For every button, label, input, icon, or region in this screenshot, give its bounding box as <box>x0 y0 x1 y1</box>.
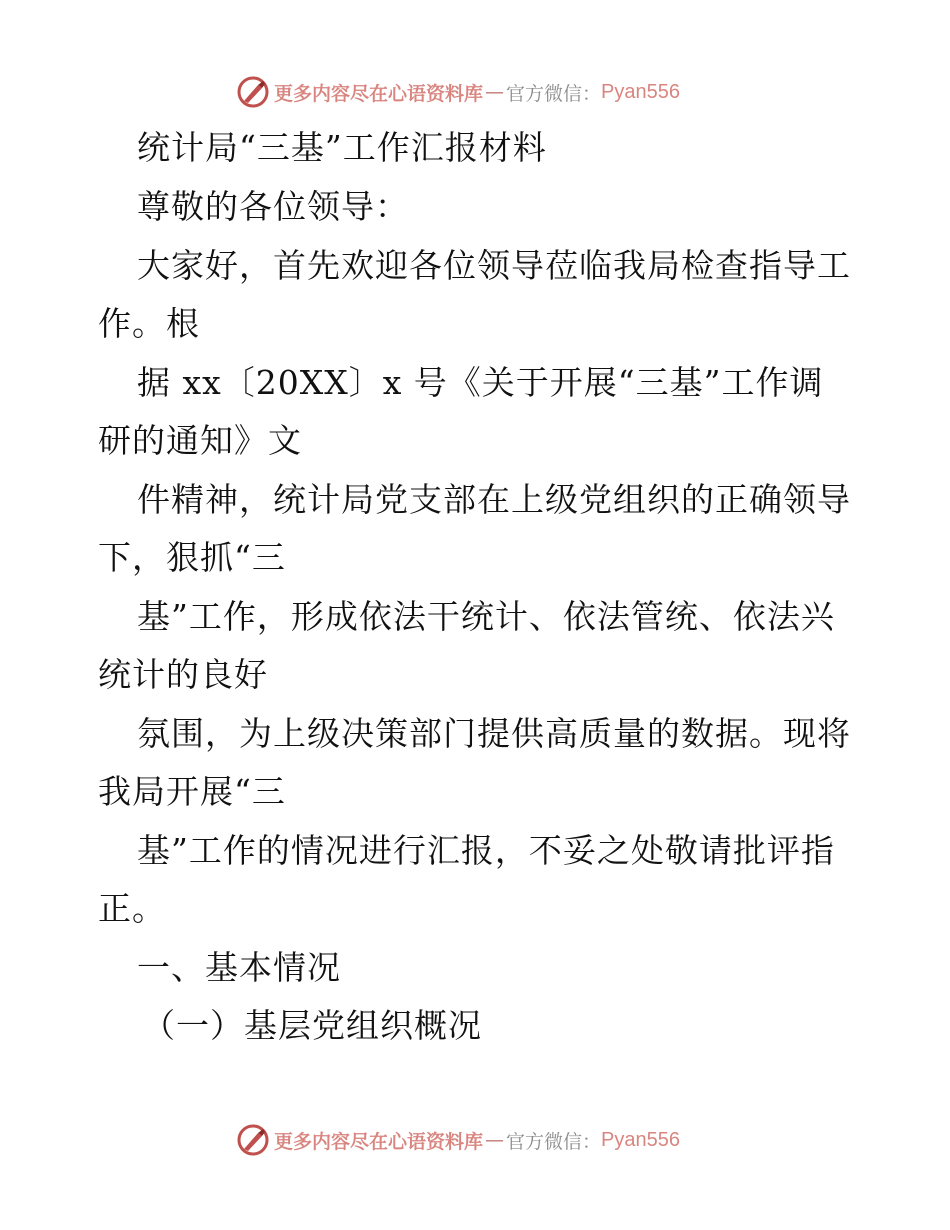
header-banner <box>0 72 950 112</box>
banner-wechat-id: Pyan556 <box>601 80 680 103</box>
text-line: 大家好，首先欢迎各位领导莅临我局检查指导工 <box>137 246 851 285</box>
banner-wechat-id: Pyan556 <box>601 1128 680 1151</box>
text-line: 基”工作，形成依法干统计、依法管统、依法兴 <box>137 597 835 636</box>
text-line: 据 xx〔20XX〕x 号《关于开展“三基”工作调 <box>137 363 824 402</box>
text-line: 件精神，统计局党支部在上级党组织的正确领导 <box>137 480 851 519</box>
banner-separator: — <box>485 1129 505 1151</box>
text-line: 基”工作的情况进行汇报，不妥之处敬请批评指 <box>137 831 835 870</box>
section-heading: 一、基本情况 <box>137 948 341 987</box>
pen-logo-icon <box>236 75 270 109</box>
text-line: 我局开展“三 <box>98 772 286 811</box>
footer-banner <box>0 1120 950 1160</box>
pen-logo-icon <box>236 1123 270 1157</box>
subsection-heading: （一）基层党组织概况 <box>142 1006 482 1045</box>
text-line: 下，狠抓“三 <box>98 538 286 577</box>
banner-separator: — <box>485 81 505 103</box>
text-line: 统计的良好 <box>98 655 268 694</box>
banner-label: 官方微信： <box>506 1130 602 1153</box>
banner-content <box>236 1120 680 1160</box>
text-line: 研的通知》文 <box>98 421 302 460</box>
text-line: 氛围，为上级决策部门提供高质量的数据。现将 <box>137 714 851 753</box>
text-line: 作。根 <box>98 304 200 343</box>
salutation: 尊敬的各位领导： <box>137 187 409 226</box>
banner-label: 官方微信： <box>506 82 602 105</box>
banner-content <box>236 72 680 112</box>
banner-main-text: 更多内容尽在心语资料库 <box>274 82 484 105</box>
document-title: 统计局“三基”工作汇报材料 <box>137 128 547 167</box>
text-line: 正。 <box>98 889 166 928</box>
banner-main-text: 更多内容尽在心语资料库 <box>274 1130 484 1153</box>
